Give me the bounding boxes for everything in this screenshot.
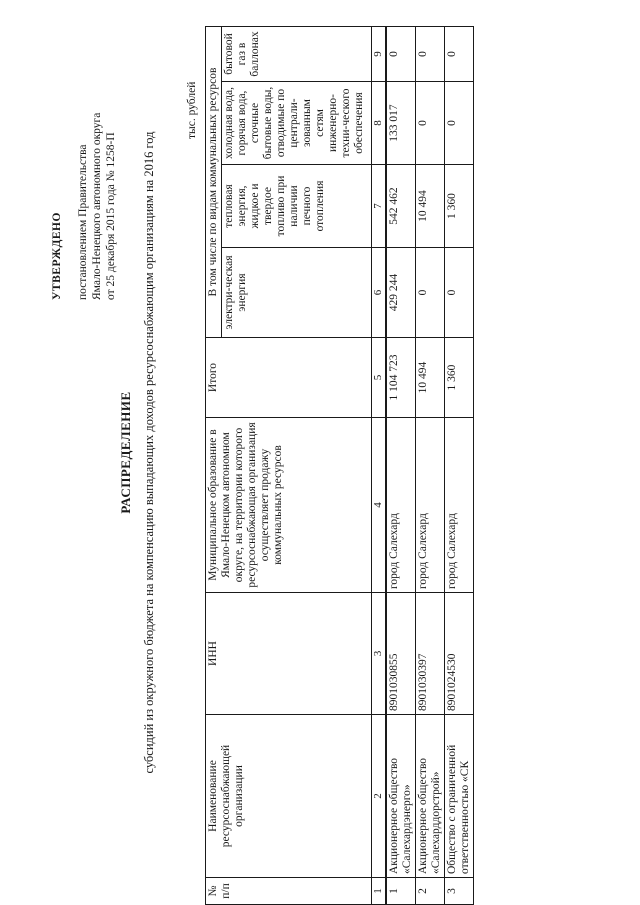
approval-line: от 25 декабря 2015 года № 1258-П <box>105 132 117 300</box>
header-organization: Наименование ресурсоснабжающей организации <box>206 715 372 878</box>
gas-value: 0 <box>445 27 474 82</box>
row-number: 1 <box>386 878 416 905</box>
gas-value: 0 <box>416 27 445 82</box>
approval-stamp <box>50 113 118 300</box>
organization-name: Акционерное общество «Салехардэнерго» <box>386 715 416 878</box>
table-row <box>416 27 445 905</box>
total-value: 10 494 <box>416 338 445 418</box>
column-number: 4 <box>372 418 387 593</box>
approval-line: постановлением Правительства <box>77 144 89 300</box>
header-inn: ИНН <box>206 593 372 715</box>
header-water: холодная вода, горячая вода, сточные бытовые воды, отводимые по централи-зованным сетям инженерно-техни-ческого обеспечения <box>222 82 372 165</box>
subsidy-table <box>205 26 474 905</box>
approval-line: Ямало-Ненецкого автономного округа <box>91 112 103 300</box>
organization-name: Общество с ограниченной ответственностью «СК <box>445 715 474 878</box>
row-number: 3 <box>445 878 474 905</box>
gas-value: 0 <box>386 27 416 82</box>
column-number: 7 <box>372 165 387 248</box>
column-number: 6 <box>372 248 387 338</box>
electric-value: 429 244 <box>386 248 416 338</box>
column-number: 5 <box>372 338 387 418</box>
header-electric: электри-ческая энергия <box>222 248 372 338</box>
header-municipality: Муниципальное образование в Ямало-Ненецком автономном округе, на территории которого ресурсоснабжающая организация осуществляет продажу коммунальных ресурсов <box>206 418 372 593</box>
water-value: 0 <box>416 82 445 165</box>
inn-value: 8901030855 <box>386 593 416 715</box>
water-value: 0 <box>445 82 474 165</box>
document-subtitle: субсидий из окружного бюджета на компенсацию выпадающих доходов ресурсоснабжающим организациям на 2016 год <box>142 131 156 774</box>
column-number: 9 <box>372 27 387 82</box>
column-number-row <box>372 27 387 905</box>
table-row <box>445 27 474 905</box>
total-value: 1 104 723 <box>386 338 416 418</box>
electric-value: 0 <box>445 248 474 338</box>
water-value: 133 017 <box>386 82 416 165</box>
header-heat: тепловая энергия, жидкое и твердое топливо при наличии печного отопления <box>222 165 372 248</box>
row-number: 2 <box>416 878 445 905</box>
approval-heading: УТВЕРЖДЕНО <box>51 212 63 300</box>
inn-value: 8901024530 <box>445 593 474 715</box>
column-number: 1 <box>372 878 387 905</box>
heat-value: 10 494 <box>416 165 445 248</box>
heat-value: 542 462 <box>386 165 416 248</box>
units-label: тыс. рублей <box>186 81 198 139</box>
column-number: 3 <box>372 593 387 715</box>
inn-value: 8901030397 <box>416 593 445 715</box>
heat-value: 1 360 <box>445 165 474 248</box>
municipality-value: город Салехард <box>386 418 416 593</box>
header-gas: бытовой газ в баллонах <box>222 27 372 82</box>
table-header-row <box>206 27 222 905</box>
title-block <box>118 0 157 905</box>
table-row <box>386 27 416 905</box>
electric-value: 0 <box>416 248 445 338</box>
municipality-value: город Салехард <box>416 418 445 593</box>
header-resource-group: В том числе по видам коммунальных ресурсов <box>206 27 222 338</box>
total-value: 1 360 <box>445 338 474 418</box>
header-total: Итого <box>206 338 372 418</box>
organization-name: Акционерное общество «Салехарддорстрой» <box>416 715 445 878</box>
column-number: 8 <box>372 82 387 165</box>
municipality-value: город Салехард <box>445 418 474 593</box>
column-number: 2 <box>372 715 387 878</box>
document-title: РАСПРЕДЕЛЕНИЕ <box>118 391 133 514</box>
header-no: № п/п <box>206 878 372 905</box>
